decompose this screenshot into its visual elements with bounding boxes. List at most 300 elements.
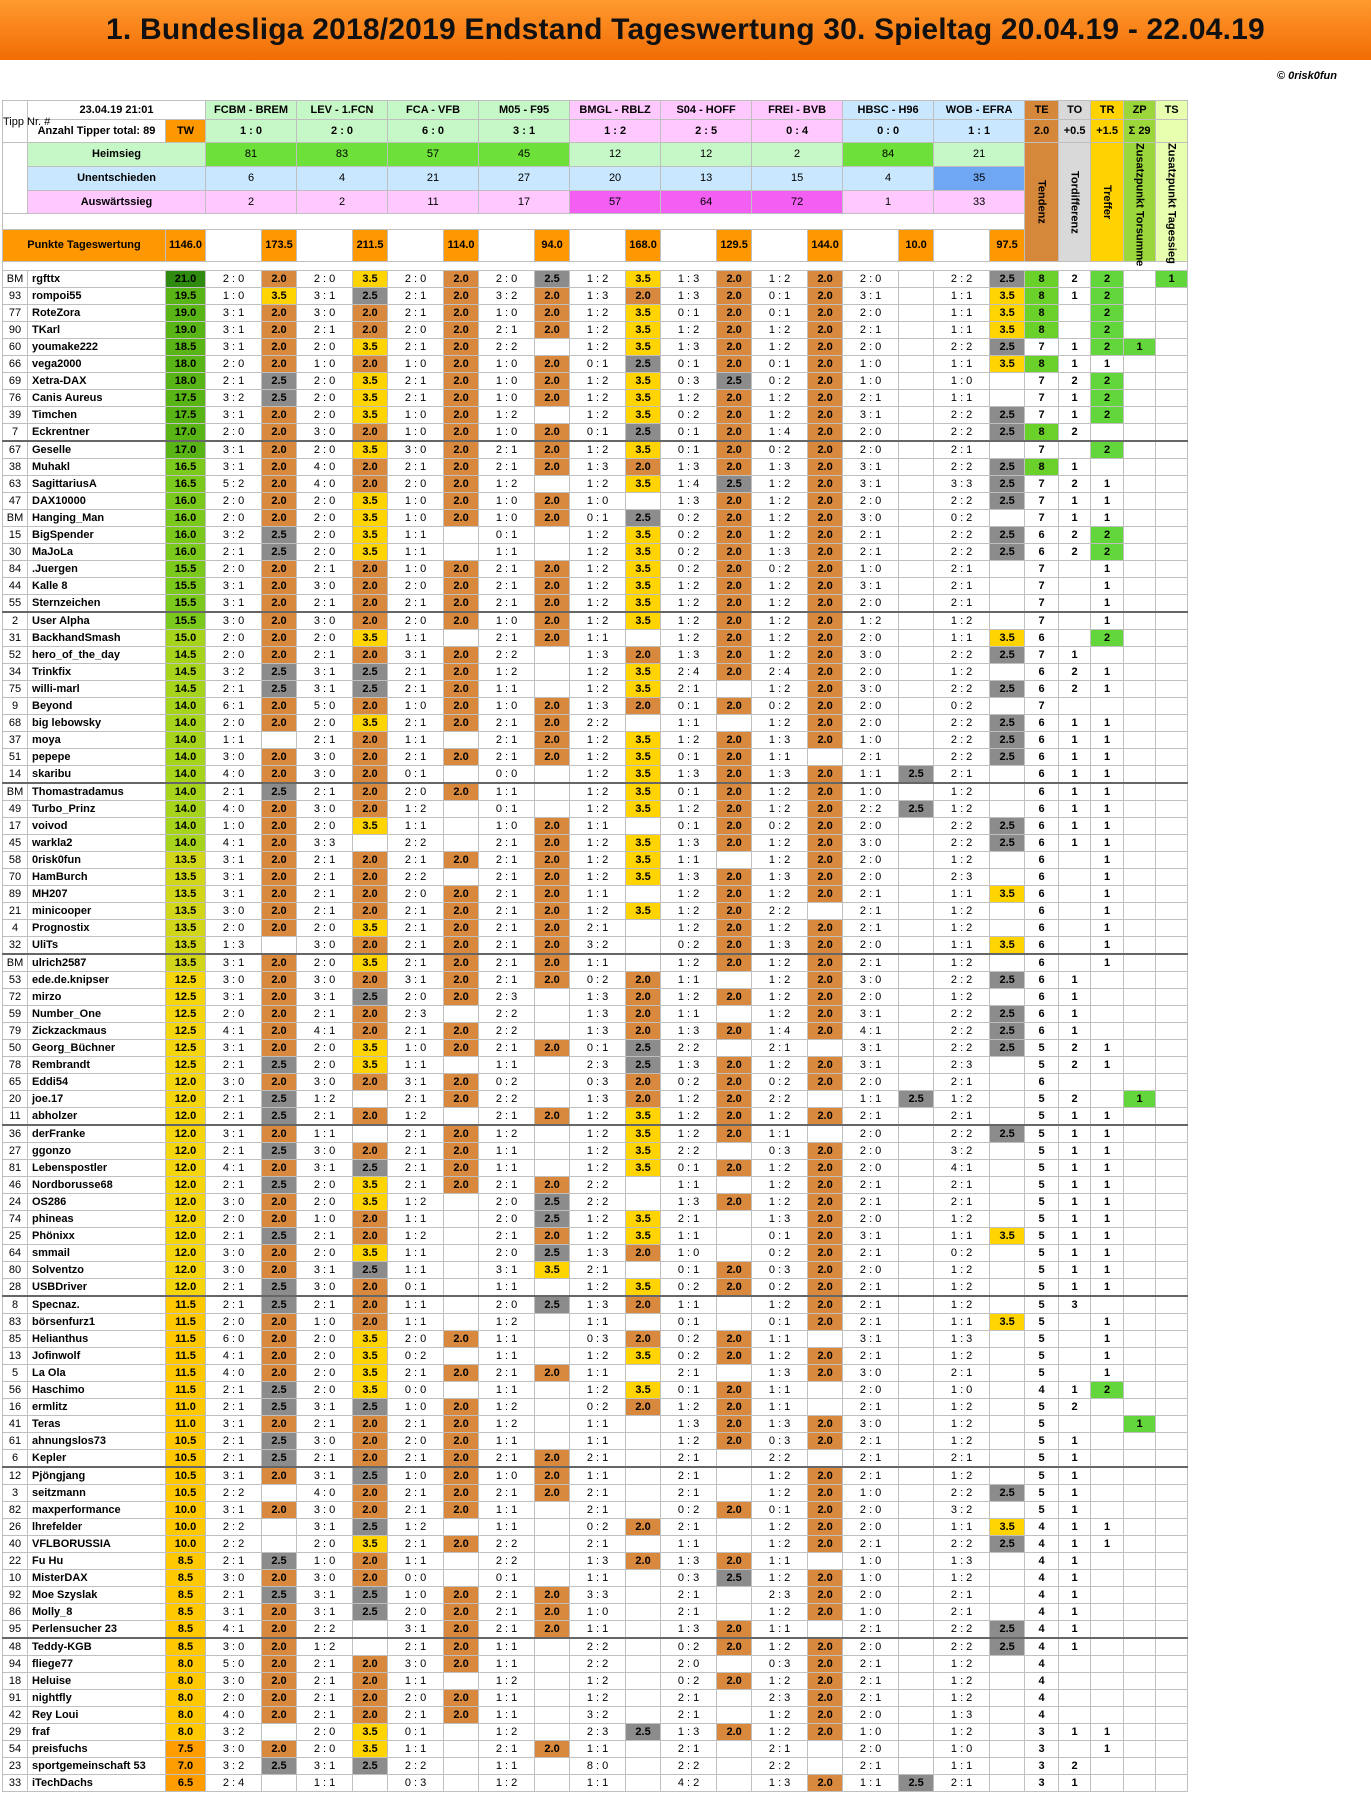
tip-points-1: [353, 1621, 388, 1639]
tip-points-6: 2.0: [808, 664, 843, 681]
tip-7: 2 : 0: [843, 664, 899, 681]
table-row: [3, 1587, 1188, 1604]
tip-3: 2 : 1: [479, 441, 535, 459]
tip-points-7: [899, 818, 934, 835]
to-count: 1: [1059, 1536, 1091, 1553]
tip-0: 2 : 1: [206, 1399, 262, 1416]
tip-points-6: 2.0: [808, 1108, 843, 1126]
ts-count: [1156, 1108, 1188, 1126]
tip-points-6: 2.0: [808, 732, 843, 749]
tip-points-1: 2.5: [353, 989, 388, 1006]
tip-3: 1 : 1: [479, 1690, 535, 1707]
tip-points-5: 2.0: [717, 356, 752, 373]
tip-points-3: [535, 1536, 570, 1553]
tip-points-4: 3.5: [626, 681, 661, 698]
zp-count: [1124, 681, 1156, 698]
tip-points-2: 2.0: [444, 1656, 479, 1673]
tip-4: 1 : 2: [570, 612, 626, 630]
te-count: 5: [1025, 1399, 1059, 1416]
tip-6: 2 : 1: [752, 1040, 808, 1057]
tip-points-3: 3.5: [535, 1262, 570, 1279]
tip-7: 1 : 2: [843, 612, 899, 630]
tip-points-2: 2.0: [444, 647, 479, 664]
to-count: 2: [1059, 1399, 1091, 1416]
tip-3: 2 : 1: [479, 1485, 535, 1502]
tip-4: 1 : 2: [570, 664, 626, 681]
table-row: [3, 459, 1188, 476]
zp-count: [1124, 1211, 1156, 1228]
tip-points-4: [626, 1177, 661, 1194]
tip-5: 1 : 2: [661, 612, 717, 630]
tipp-nr: 14: [3, 766, 28, 784]
tip-points-4: 3.5: [626, 373, 661, 390]
tipper-name: phineas: [28, 1211, 166, 1228]
tip-points-1: 2.0: [353, 869, 388, 886]
table-row: [3, 1416, 1188, 1433]
ts-count: [1156, 407, 1188, 424]
tipp-nr: 34: [3, 664, 28, 681]
tip-4: 1 : 1: [570, 954, 626, 972]
zp-count: [1124, 1365, 1156, 1382]
te-count: 6: [1025, 886, 1059, 903]
tip-points-6: 2.0: [808, 1074, 843, 1091]
tip-points-4: 2.0: [626, 972, 661, 989]
to-value: +0.5: [1059, 120, 1091, 143]
tip-points-1: 2.0: [353, 783, 388, 801]
tr-count: [1091, 1570, 1124, 1587]
tip-7: 2 : 0: [843, 1741, 899, 1758]
tip-7: 2 : 1: [843, 1177, 899, 1194]
tipper-name: Phönixx: [28, 1228, 166, 1245]
tip-points-2: [444, 1057, 479, 1074]
tr-count: 1: [1091, 1057, 1124, 1074]
tip-points-6: [808, 749, 843, 766]
tip-points-1: 2.0: [353, 698, 388, 715]
tip-points-7: [899, 373, 934, 390]
tip-points-6: [808, 903, 843, 920]
zp-count: [1124, 424, 1156, 442]
ts-count: [1156, 1245, 1188, 1262]
tw-header: TW: [166, 120, 206, 143]
tip-points-4: 3.5: [626, 561, 661, 578]
match-points-6: 144.0: [808, 229, 843, 261]
to-count: [1059, 595, 1091, 613]
day-score: 12.0: [166, 1143, 206, 1160]
tip-points-8: 2.5: [990, 835, 1025, 852]
tip-2: 2 : 1: [388, 459, 444, 476]
tipper-name: La Ola: [28, 1365, 166, 1382]
tip-points-6: 2.0: [808, 1211, 843, 1228]
tip-points-0: 2.0: [262, 886, 297, 903]
tip-points-1: 2.0: [353, 1228, 388, 1245]
tipper-name: Heluise: [28, 1673, 166, 1690]
tr-count: 2: [1091, 407, 1124, 424]
tip-2: 2 : 0: [388, 783, 444, 801]
tip-points-2: 2.0: [444, 783, 479, 801]
tip-points-2: 2.0: [444, 271, 479, 288]
tip-0: 3 : 1: [206, 595, 262, 613]
tip-points-4: 3.5: [626, 1382, 661, 1399]
day-score: 13.5: [166, 903, 206, 920]
tip-points-3: 2.0: [535, 698, 570, 715]
tip-points-7: [899, 989, 934, 1006]
tipp-nr: 16: [3, 1399, 28, 1416]
tipp-nr: 17: [3, 818, 28, 835]
tip-8: 2 : 2: [934, 271, 990, 288]
tip-points-5: 2.0: [717, 1160, 752, 1177]
tip-7: 2 : 1: [843, 1467, 899, 1485]
ts-count: [1156, 1638, 1188, 1656]
tip-6: 1 : 2: [752, 339, 808, 356]
tr-count: 1: [1091, 1177, 1124, 1194]
tip-1: 2 : 0: [297, 920, 353, 937]
table-row: [3, 664, 1188, 681]
tip-3: 1 : 0: [479, 818, 535, 835]
te-count: 5: [1025, 1502, 1059, 1519]
tip-points-1: 3.5: [353, 271, 388, 288]
to-count: 1: [1059, 407, 1091, 424]
to-count: [1059, 305, 1091, 322]
tip-5: 1 : 1: [661, 1006, 717, 1023]
tip-points-7: [899, 1485, 934, 1502]
tip-7: 2 : 0: [843, 1074, 899, 1091]
tip-3: 1 : 1: [479, 1382, 535, 1399]
tip-7: 2 : 1: [843, 1673, 899, 1690]
to-count: [1059, 1656, 1091, 1673]
tip-points-3: 2.0: [535, 595, 570, 613]
tip-points-1: 2.0: [353, 1707, 388, 1724]
tip-points-7: [899, 1006, 934, 1023]
tip-4: 1 : 3: [570, 1296, 626, 1314]
tipper-name: Perlensucher 23: [28, 1621, 166, 1639]
tip-points-1: 3.5: [353, 1348, 388, 1365]
tip-points-6: 2.0: [808, 1519, 843, 1536]
tip-points-8: [990, 1108, 1025, 1126]
tip-6: 1 : 3: [752, 937, 808, 955]
tip-7: 2 : 0: [843, 852, 899, 869]
tip-0: 3 : 0: [206, 1194, 262, 1211]
tip-points-4: [626, 1194, 661, 1211]
tip-8: 2 : 1: [934, 1450, 990, 1468]
tip-points-5: [717, 1450, 752, 1468]
tip-5: 0 : 1: [661, 818, 717, 835]
tip-points-3: [535, 1724, 570, 1741]
tip-points-0: 2.0: [262, 1074, 297, 1091]
tip-6: 2 : 4: [752, 664, 808, 681]
tip-points-1: 2.0: [353, 595, 388, 613]
tip-2: 2 : 1: [388, 1125, 444, 1143]
tipp-nr: 49: [3, 801, 28, 818]
ts-count: [1156, 1433, 1188, 1450]
tip-points-4: [626, 886, 661, 903]
vertical-label-0: Tendenz: [1025, 143, 1059, 262]
table-row: [3, 288, 1188, 305]
tip-3: 2 : 1: [479, 937, 535, 955]
tipp-nr: 20: [3, 1091, 28, 1108]
day-score: 18.0: [166, 373, 206, 390]
tipper-name: iTechDachs: [28, 1775, 166, 1792]
tip-points-7: [899, 1040, 934, 1057]
tip-8: 1 : 2: [934, 852, 990, 869]
tip-3: 2 : 1: [479, 1741, 535, 1758]
tip-0: 3 : 2: [206, 390, 262, 407]
tip-points-8: 2.5: [990, 647, 1025, 664]
ts-count: [1156, 903, 1188, 920]
ts-count: [1156, 510, 1188, 527]
tip-points-6: 2.0: [808, 869, 843, 886]
tip-8: 1 : 2: [934, 1211, 990, 1228]
te-count: 6: [1025, 732, 1059, 749]
tip-points-6: [808, 1125, 843, 1143]
tip-points-5: 2.0: [717, 1433, 752, 1450]
tip-points-2: 2.0: [444, 937, 479, 955]
tip-points-3: 2.0: [535, 715, 570, 732]
day-score: 8.0: [166, 1690, 206, 1707]
tip-points-6: 2.0: [808, 698, 843, 715]
table-row: [3, 749, 1188, 766]
tip-points-1: 3.5: [353, 818, 388, 835]
tip-points-7: [899, 749, 934, 766]
table-row: [3, 407, 1188, 424]
tip-points-0: 2.0: [262, 441, 297, 459]
zp-count: [1124, 390, 1156, 407]
tipp-nr: 90: [3, 322, 28, 339]
tip-2: 2 : 1: [388, 954, 444, 972]
day-score: 13.5: [166, 954, 206, 972]
tip-points-0: 2.0: [262, 1040, 297, 1057]
tipp-nr: 84: [3, 561, 28, 578]
tip-points-7: [899, 852, 934, 869]
tip-8: 1 : 1: [934, 1314, 990, 1331]
tip-7: 3 : 1: [843, 1228, 899, 1245]
tipper-name: RoteZora: [28, 305, 166, 322]
zp-count: [1124, 1023, 1156, 1040]
zp-count: [1124, 1314, 1156, 1331]
day-score: 14.0: [166, 835, 206, 852]
tip-points-3: [535, 1023, 570, 1040]
tip-4: 0 : 2: [570, 1519, 626, 1536]
tip-points-5: [717, 1485, 752, 1502]
day-score: 12.0: [166, 1228, 206, 1245]
to-count: [1059, 869, 1091, 886]
table-row: [3, 612, 1188, 630]
tip-2: 1 : 0: [388, 1399, 444, 1416]
tip-points-5: 2.0: [717, 1724, 752, 1741]
tip-5: 2 : 2: [661, 1040, 717, 1057]
tip-5: 0 : 1: [661, 698, 717, 715]
te-count: 4: [1025, 1604, 1059, 1621]
tip-points-7: [899, 1245, 934, 1262]
tip-3: 2 : 1: [479, 1450, 535, 1468]
tip-1: 2 : 1: [297, 852, 353, 869]
tip-7: 2 : 0: [843, 1382, 899, 1399]
tip-5: 1 : 0: [661, 1245, 717, 1262]
te-count: 5: [1025, 1057, 1059, 1074]
tip-3: 1 : 0: [479, 612, 535, 630]
tip-points-5: 2.0: [717, 937, 752, 955]
tip-points-5: 2.0: [717, 578, 752, 595]
tip-5: 1 : 3: [661, 647, 717, 664]
ts-count: [1156, 749, 1188, 766]
tip-7: 3 : 0: [843, 1365, 899, 1382]
tip-points-7: [899, 339, 934, 356]
te-count: 6: [1025, 664, 1059, 681]
match-header-4: BMGL - RBLZ: [570, 101, 661, 120]
tip-points-8: [990, 1057, 1025, 1074]
tip-points-2: 2.0: [444, 903, 479, 920]
tip-4: 1 : 2: [570, 561, 626, 578]
to-count: 1: [1059, 1570, 1091, 1587]
tip-3: 2 : 1: [479, 459, 535, 476]
table-row: [3, 1006, 1188, 1023]
tip-points-7: [899, 1690, 934, 1707]
tipper-name: Haschimo: [28, 1382, 166, 1399]
tip-points-7: [899, 1023, 934, 1040]
tip-8: 1 : 2: [934, 989, 990, 1006]
zp-count: [1124, 407, 1156, 424]
tip-1: 3 : 1: [297, 989, 353, 1006]
tip-points-4: [626, 1638, 661, 1656]
tip-0: 2 : 0: [206, 1006, 262, 1023]
day-score: 14.0: [166, 766, 206, 784]
te-count: 6: [1025, 818, 1059, 835]
tipper-name: warkla2: [28, 835, 166, 852]
tip-points-1: 2.0: [353, 1074, 388, 1091]
tip-8: 2 : 3: [934, 1057, 990, 1074]
tip-points-8: [990, 1382, 1025, 1399]
to-count: [1059, 1314, 1091, 1331]
te-count: 6: [1025, 835, 1059, 852]
tip-8: 1 : 2: [934, 954, 990, 972]
tip-6: 1 : 2: [752, 630, 808, 647]
stat-draw-2: 21: [388, 166, 479, 190]
tip-8: 1 : 0: [934, 373, 990, 390]
te-count: 4: [1025, 1656, 1059, 1673]
stat-away-1: 2: [297, 190, 388, 214]
tip-points-5: [717, 1314, 752, 1331]
tip-6: 0 : 2: [752, 373, 808, 390]
tipp-nr: 13: [3, 1348, 28, 1365]
tr-count: 1: [1091, 766, 1124, 784]
tip-points-0: 2.0: [262, 630, 297, 647]
tipper-name: smmail: [28, 1245, 166, 1262]
day-score: 13.5: [166, 920, 206, 937]
tip-points-6: 2.0: [808, 1724, 843, 1741]
tip-points-2: 2.0: [444, 972, 479, 989]
tip-4: 1 : 2: [570, 1228, 626, 1245]
tip-points-5: [717, 1690, 752, 1707]
tr-count: 2: [1091, 322, 1124, 339]
tipp-nr: 36: [3, 1125, 28, 1143]
tipp-nr: 51: [3, 749, 28, 766]
tipp-nr: 22: [3, 1553, 28, 1570]
tip-points-2: 2.0: [444, 1125, 479, 1143]
tip-points-7: [899, 903, 934, 920]
tip-8: 1 : 1: [934, 305, 990, 322]
tip-points-3: 2.5: [535, 1296, 570, 1314]
tip-5: 1 : 3: [661, 766, 717, 784]
tip-2: 2 : 1: [388, 920, 444, 937]
tip-0: 6 : 0: [206, 1331, 262, 1348]
tr-count: [1091, 1091, 1124, 1108]
te-count: 6: [1025, 972, 1059, 989]
te-count: 5: [1025, 1125, 1059, 1143]
tip-points-7: [899, 1502, 934, 1519]
tip-1: 5 : 0: [297, 698, 353, 715]
day-score: 19.0: [166, 322, 206, 339]
ts-count: [1156, 1057, 1188, 1074]
day-score: 10.5: [166, 1450, 206, 1468]
tipp-nr: 47: [3, 493, 28, 510]
tip-2: 0 : 1: [388, 766, 444, 784]
stat-draw-7: 4: [843, 166, 934, 190]
ts-count: [1156, 1382, 1188, 1399]
tip-5: 1 : 2: [661, 954, 717, 972]
tip-points-2: 2.0: [444, 715, 479, 732]
tip-6: 1 : 2: [752, 1108, 808, 1126]
tipp-nr: 11: [3, 1108, 28, 1126]
tip-6: 1 : 2: [752, 1177, 808, 1194]
tip-7: 2 : 1: [843, 1621, 899, 1639]
tip-points-8: 2.5: [990, 1638, 1025, 1656]
ts-count: [1156, 920, 1188, 937]
tip-points-5: 2.0: [717, 1194, 752, 1211]
day-score: 8.5: [166, 1604, 206, 1621]
to-count: 1: [1059, 972, 1091, 989]
tip-points-4: [626, 1570, 661, 1587]
tip-points-4: 3.5: [626, 801, 661, 818]
tip-points-1: 2.0: [353, 801, 388, 818]
tip-points-7: [899, 1758, 934, 1775]
zp-count: [1124, 1433, 1156, 1450]
tip-points-8: 2.5: [990, 1536, 1025, 1553]
tip-4: 0 : 2: [570, 972, 626, 989]
tip-points-7: [899, 1399, 934, 1416]
tip-points-7: [899, 510, 934, 527]
tip-points-7: [899, 1416, 934, 1433]
stat-label-heimsieg: Heimsieg: [28, 143, 206, 167]
points-gap-3: [479, 229, 535, 261]
tip-points-6: 2.0: [808, 1365, 843, 1382]
te-count: 7: [1025, 647, 1059, 664]
tipp-nr: 76: [3, 390, 28, 407]
tip-points-6: 2.0: [808, 493, 843, 510]
tip-8: 1 : 2: [934, 920, 990, 937]
zp-count: [1124, 1296, 1156, 1314]
tip-points-5: 2.0: [717, 1553, 752, 1570]
tip-points-2: 2.0: [444, 1365, 479, 1382]
tip-points-7: 2.5: [899, 1091, 934, 1108]
zp-count: [1124, 715, 1156, 732]
day-score: 15.5: [166, 578, 206, 595]
tip-4: 2 : 1: [570, 1485, 626, 1502]
day-score: 12.5: [166, 1040, 206, 1057]
tip-5: 1 : 3: [661, 1057, 717, 1074]
table-row: [3, 920, 1188, 937]
tip-points-8: [990, 1143, 1025, 1160]
tipp-nr: 45: [3, 835, 28, 852]
stat-away-8: 33: [934, 190, 1025, 214]
te-count: 8: [1025, 288, 1059, 305]
tip-points-8: 3.5: [990, 886, 1025, 903]
te-count: 7: [1025, 561, 1059, 578]
tip-points-7: [899, 1160, 934, 1177]
day-score: 7.0: [166, 1758, 206, 1775]
tip-points-7: 2.5: [899, 1775, 934, 1792]
tip-3: 1 : 0: [479, 510, 535, 527]
tip-points-0: 2.0: [262, 271, 297, 288]
tip-points-5: 2.0: [717, 1279, 752, 1297]
